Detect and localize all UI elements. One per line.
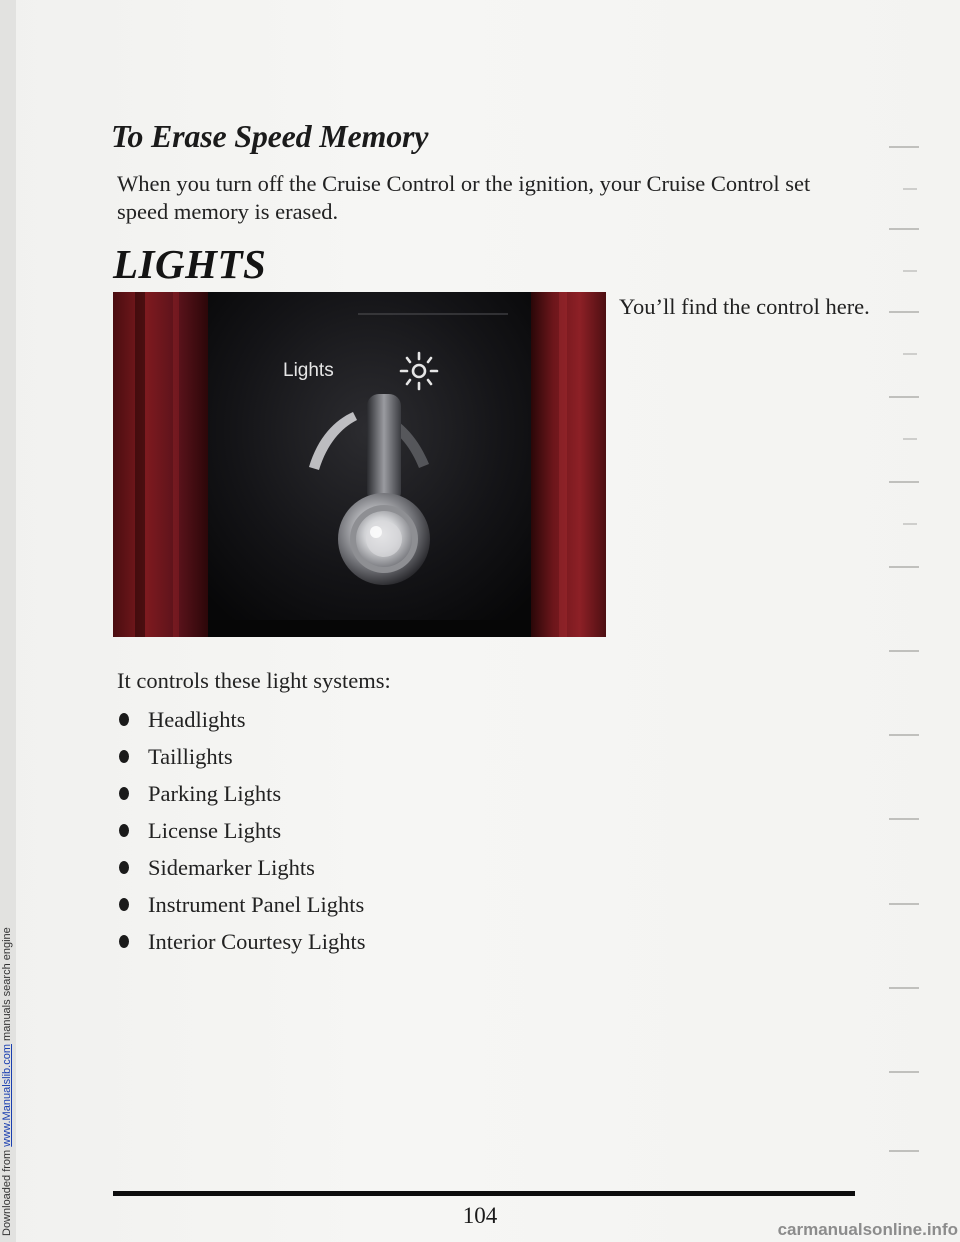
list-item-label: Taillights	[148, 743, 233, 769]
list-item	[117, 923, 365, 960]
list-item	[117, 849, 365, 886]
site-watermark: carmanualsonline.info	[777, 1220, 958, 1239]
list-item-label: License Lights	[148, 817, 282, 843]
list-item-label: Sidemarker Lights	[148, 854, 315, 880]
light-systems-list	[117, 701, 365, 960]
section-paragraph: When you turn off the Cruise Control or the ignition, your Cruise Control set speed memory is erased.	[117, 171, 811, 224]
page-number: 104	[462, 1203, 498, 1228]
bullet-icon	[119, 898, 129, 911]
bullet-icon	[119, 861, 129, 874]
list-item-label: Parking Lights	[148, 780, 282, 806]
photo-caption: You’ll find the control here.	[619, 294, 870, 319]
photo-lights-label: Lights	[283, 360, 334, 381]
bullet-icon	[119, 935, 129, 948]
watermark-suffix: manuals search engine	[1, 927, 13, 1045]
bullet-icon	[119, 713, 129, 726]
watermark-prefix: Downloaded from	[1, 1146, 13, 1236]
manualslib-link[interactable]: www.Manualslib.com	[1, 1044, 13, 1147]
download-watermark	[1, 927, 13, 1236]
list-item	[117, 775, 365, 812]
bullet-icon	[119, 787, 129, 800]
footer-rule	[113, 1191, 855, 1196]
light-systems-intro: It controls these light systems:	[117, 668, 391, 693]
list-item	[117, 701, 365, 738]
list-item-label: Headlights	[148, 706, 246, 732]
lights-control-photo	[113, 292, 606, 637]
list-item-label: Interior Courtesy Lights	[148, 928, 366, 954]
list-item	[117, 812, 365, 849]
bullet-icon	[119, 750, 129, 763]
list-item	[117, 738, 365, 775]
section-title: To Erase Speed Memory	[111, 118, 429, 154]
list-item	[117, 886, 365, 923]
list-item-label: Instrument Panel Lights	[148, 891, 365, 917]
lights-heading: LIGHTS	[113, 241, 267, 287]
bullet-icon	[119, 824, 129, 837]
